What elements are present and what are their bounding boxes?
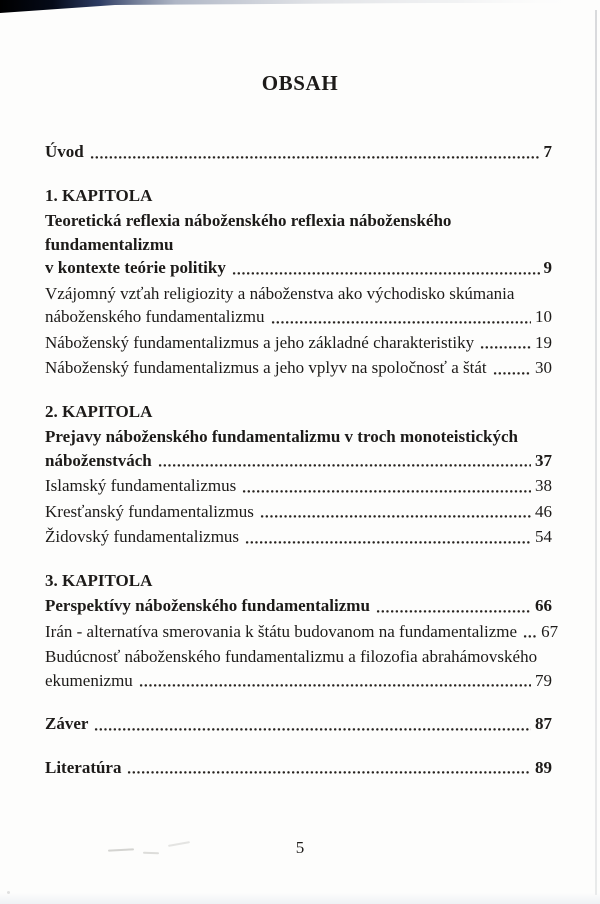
- toc-page-number: 19: [535, 332, 552, 352]
- dot-leader: [158, 463, 531, 468]
- toc-page-number: 46: [535, 501, 552, 521]
- toc-entry-line: [45, 474, 552, 498]
- toc-entry-text: Literatúra: [45, 757, 122, 777]
- toc-entry-text: Úvod: [45, 142, 84, 161]
- toc-entry-text: Záver: [45, 714, 89, 733]
- toc-entry-text: Islamský fundamentalizmus: [45, 476, 237, 495]
- toc-entry-text: Židovský fundamentalizmus: [45, 527, 240, 546]
- toc-entry: [45, 474, 552, 498]
- chapter-heading: 1. KAPITOLA: [45, 185, 153, 205]
- toc-entry-line: [45, 756, 552, 780]
- dot-leader: [523, 634, 537, 639]
- toc-entry: [45, 356, 552, 380]
- toc-entry-line: Vzájomný vzťah religiozity a náboženstva ako východisko skúmania: [45, 283, 515, 303]
- toc-section: [45, 569, 559, 693]
- toc-page-number: 89: [535, 757, 552, 777]
- toc-entry: [45, 282, 552, 329]
- page-number: 5: [295, 838, 305, 857]
- toc-entry-text: Náboženský fundamentalizmus a jeho vplyv na spoločnosť a štát: [45, 358, 487, 377]
- scan-artifact-speck: [7, 891, 10, 894]
- toc-page-number: 87: [535, 714, 552, 733]
- toc-entry-line: [45, 594, 552, 618]
- toc-entry-line: [45, 331, 552, 355]
- toc-page-number: 66: [535, 596, 552, 615]
- toc-page-number: 37: [535, 450, 552, 470]
- toc-page-number: 7: [543, 142, 552, 161]
- toc-section: [45, 140, 552, 164]
- toc-entry-text: náboženstvách: [45, 450, 152, 470]
- toc-page-number: 79: [535, 670, 552, 690]
- toc-entry-line: [45, 140, 552, 164]
- scan-artifact-bottom-edge: [0, 893, 600, 904]
- toc-entry: [45, 756, 552, 780]
- toc-entry-text: ekumenizmu: [45, 670, 133, 690]
- toc-entry-line: [45, 525, 552, 549]
- toc-entry: [45, 712, 552, 736]
- toc-entry-line: [45, 500, 552, 524]
- toc-entry-text: Kresťanský fundamentalizmus: [45, 501, 254, 521]
- toc-entry-line: [45, 305, 552, 329]
- toc-page-number: 67: [541, 621, 559, 641]
- chapter-heading: 2. KAPITOLA: [45, 401, 153, 421]
- toc-entry: [45, 209, 552, 280]
- toc-entry: [45, 140, 552, 164]
- toc-title: OBSAH: [261, 71, 339, 95]
- toc-page-number: 10: [535, 307, 552, 326]
- toc-entry-line: Budúcnosť náboženského fundamentalizmu a filozofia abrahámovského: [45, 647, 538, 666]
- dot-leader: [260, 514, 531, 519]
- toc-entry-text: v kontexte teórie politiky: [45, 258, 226, 277]
- toc-entry-line: Teoretická reflexia náboženského reflexia náboženského fundamentalizmu: [45, 211, 452, 254]
- toc-entry: [45, 645, 552, 692]
- toc-page-number: 38: [535, 476, 552, 495]
- toc-entry: [45, 425, 552, 472]
- toc-entry-text: Irán - alternatíva smerovania k štátu budovanom na fundamentalizme: [45, 621, 518, 641]
- toc-entry-line: [45, 669, 552, 693]
- toc-section: [45, 756, 552, 780]
- toc-page-number: 30: [535, 358, 552, 377]
- table-of-contents: [45, 140, 559, 779]
- toc-entry: [45, 594, 552, 618]
- dot-leader: [245, 540, 531, 545]
- dot-leader: [94, 727, 531, 732]
- toc-section: [45, 400, 552, 549]
- toc-entry: [45, 525, 552, 549]
- scan-artifact-page-edge: [595, 10, 597, 895]
- toc-page-number: 9: [543, 258, 552, 277]
- toc-entry-line: Prejavy náboženského fundamentalizmu v troch monoteistických: [45, 427, 519, 446]
- toc-entry: [45, 620, 559, 644]
- dot-leader: [139, 683, 531, 688]
- toc-entry-line: [45, 256, 552, 280]
- toc-entry-line: [45, 712, 552, 736]
- toc-entry: [45, 500, 552, 524]
- dot-leader: [376, 609, 531, 614]
- dot-leader: [480, 345, 531, 350]
- toc-section: [45, 712, 552, 736]
- dot-leader: [232, 271, 540, 276]
- chapter-heading: 3. KAPITOLA: [45, 570, 153, 590]
- toc-entry-line: [45, 620, 559, 644]
- toc-entry-text: náboženského fundamentalizmu: [45, 307, 265, 326]
- toc-entry-line: [45, 449, 552, 473]
- dot-leader: [90, 155, 540, 160]
- toc-page-number: 54: [535, 527, 552, 546]
- dot-leader: [242, 489, 531, 494]
- dot-leader: [127, 770, 531, 775]
- dot-leader: [493, 371, 531, 376]
- scan-artifact-top-edge: [0, 0, 600, 22]
- toc-entry-line: [45, 356, 552, 380]
- toc-entry-text: Perspektívy náboženského fundamentalizmu: [45, 596, 370, 615]
- dot-leader: [271, 320, 531, 325]
- toc-section: [45, 184, 552, 380]
- toc-entry-text: Náboženský fundamentalizmus a jeho základné charakteristiky: [45, 332, 475, 352]
- toc-entry: [45, 331, 552, 355]
